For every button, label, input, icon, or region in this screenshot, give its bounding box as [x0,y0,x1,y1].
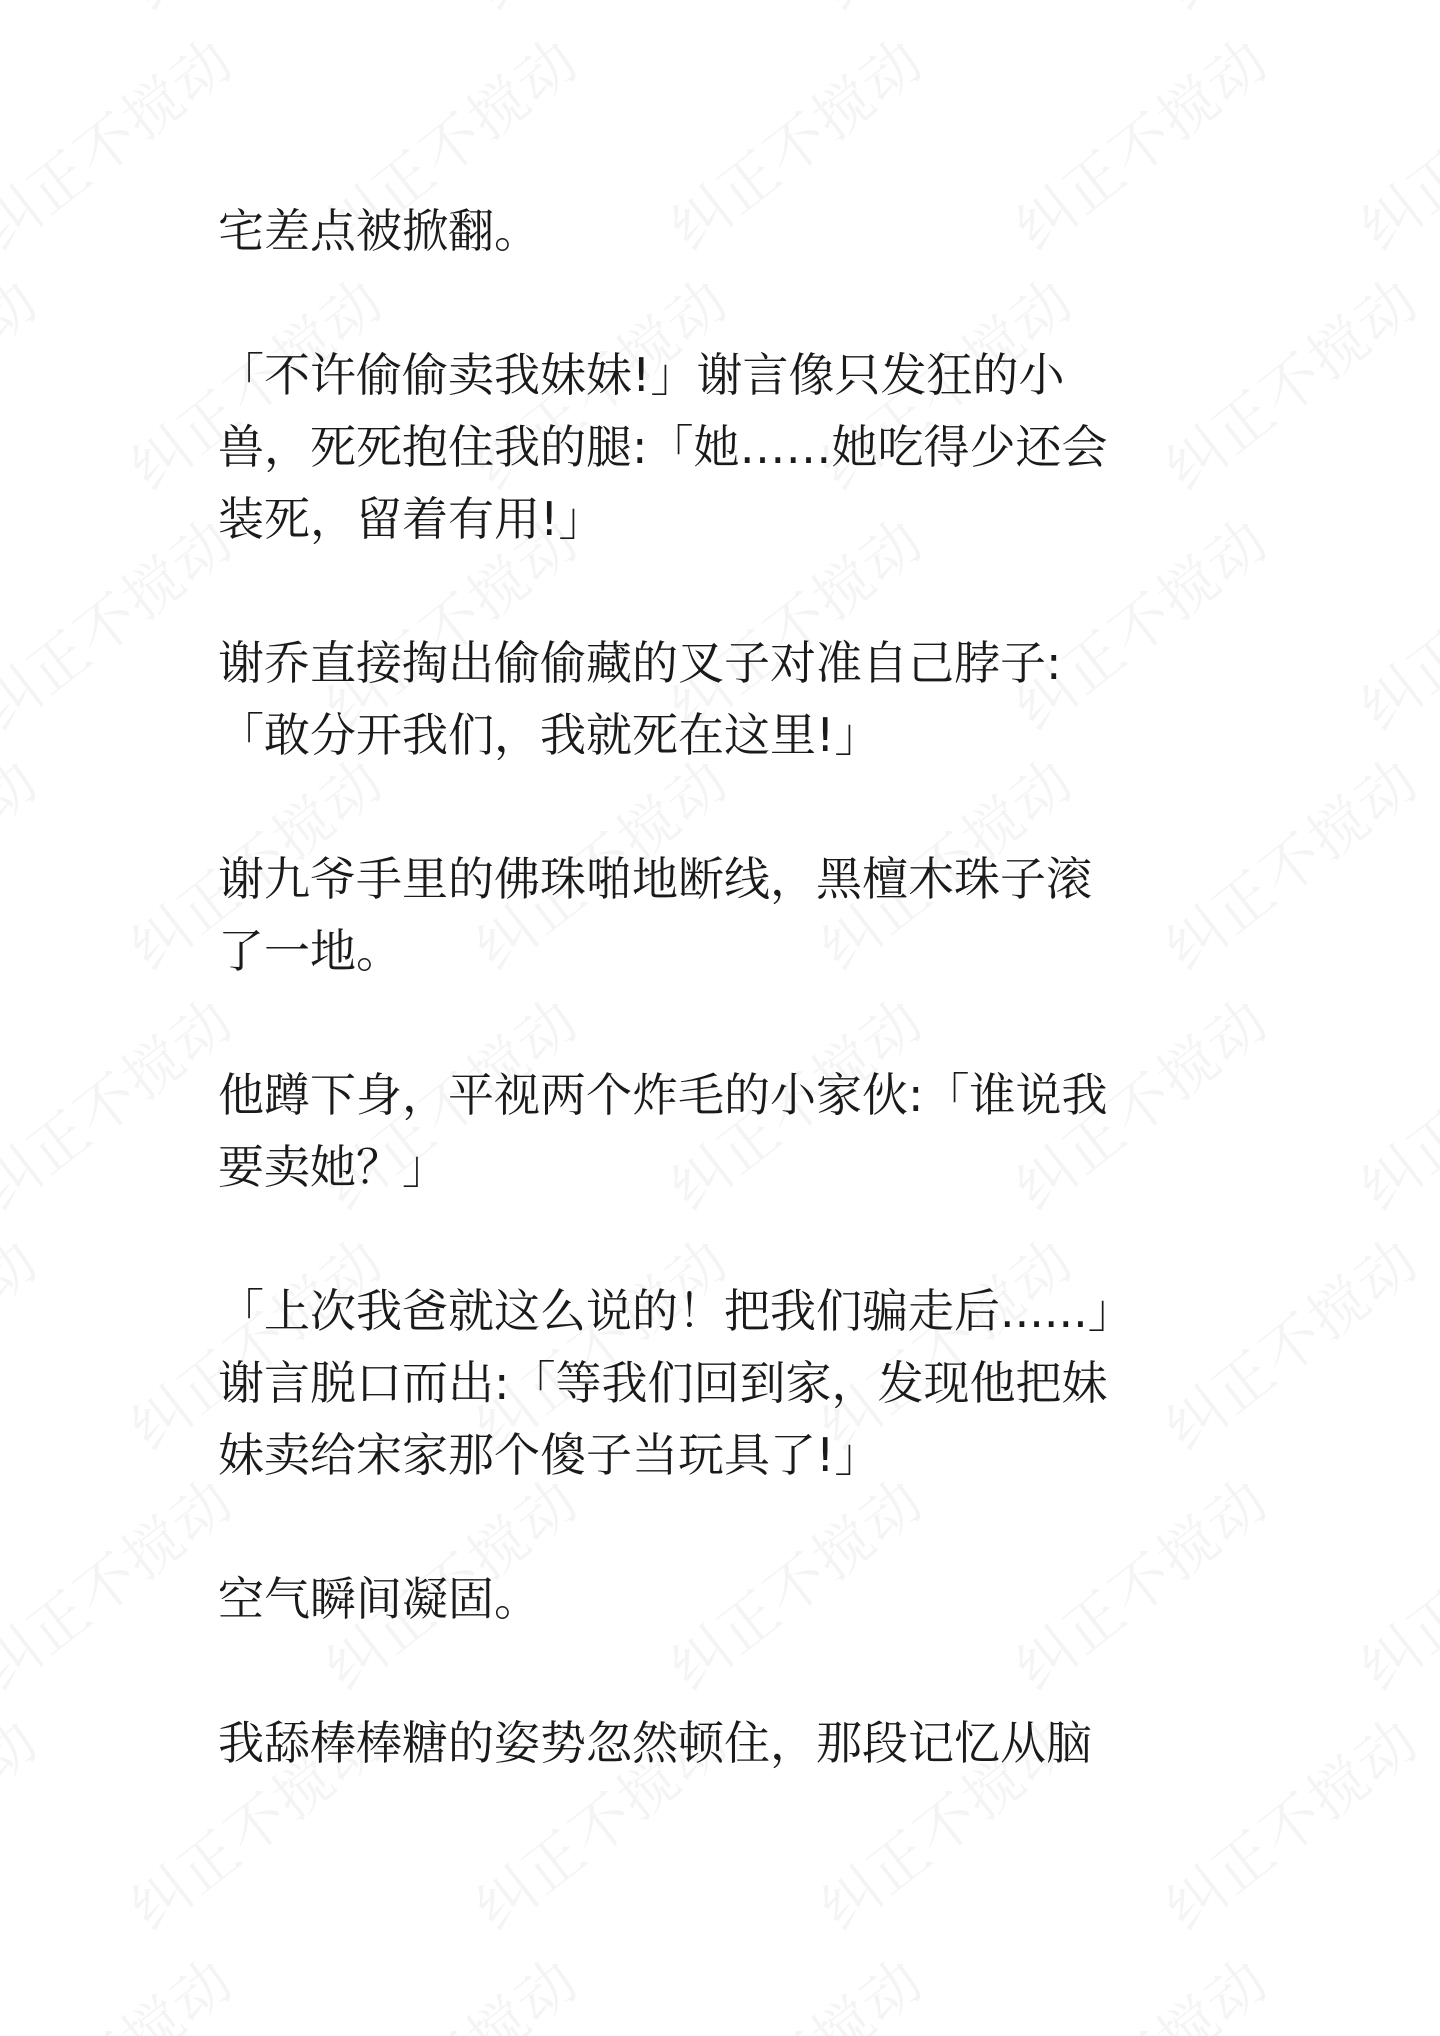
text-line: 妹卖给宋家那个傻子当玩具了!」 [218,1428,881,1482]
text-line: 谢乔直接掏出偷偷藏的叉子对准自己脖子: [218,636,1062,690]
paragraph [218,339,1228,555]
watermark-text [0,735,53,986]
text-line: 装死，留着有用!」 [218,492,605,546]
paragraph [218,1275,1228,1491]
paragraph [218,1563,1228,1635]
watermark-text [1340,1455,1440,1706]
watermark-text [0,255,53,506]
paragraph [218,843,1228,987]
text-line: 我舔棒棒糖的姿势忽然顿住，那段记忆从脑 [218,1716,1092,1770]
watermark-text [0,1455,248,1706]
watermark-text [1340,15,1440,266]
watermark-text [1145,0,1433,26]
paragraph [218,1707,1228,1779]
watermark-text [0,1695,53,1946]
text-line: 「上次我爸就这么说的！把我们骗走后......」 [218,1284,1134,1338]
text-line: 他蹲下身，平视两个炸毛的小家伙:「谁说我 [218,1068,1108,1122]
watermark-text [800,0,1088,26]
text-line: 「不许偷偷卖我妹妹!」谢言像只发狂的小 [218,348,1065,402]
paragraph [218,1059,1228,1203]
watermark-text [0,15,248,266]
watermark-text [995,1935,1283,2036]
text-line: 谢言脱口而出:「等我们回到家，发现他把妹 [218,1356,1108,1410]
watermark-text [0,0,53,26]
watermark-text [0,495,248,746]
text-line: 「敢分开我们，我就死在这里!」 [218,708,881,762]
watermark-text [110,0,398,26]
watermark-text [0,975,248,1226]
watermark-text [650,1935,938,2036]
paragraph [218,195,1228,267]
text-line: 了一地。 [218,924,402,978]
watermark-text [0,1215,53,1466]
text-line: 空气瞬间凝固。 [218,1572,540,1626]
watermark-text [1340,975,1440,1226]
watermark-text [1340,495,1440,746]
text-line: 要卖她？」 [218,1140,448,1194]
watermark-text [1340,1935,1440,2036]
paragraph [218,627,1228,771]
text-line: 宅差点被掀翻。 [218,204,540,258]
story-text [218,195,1228,1779]
text-line: 谢九爷手里的佛珠啪地断线，黑檀木珠子滚 [218,852,1092,906]
text-line: 兽，死死抱住我的腿:「她……她吃得少还会 [218,420,1108,474]
watermark-text [0,1935,248,2036]
watermark-text [305,1935,593,2036]
watermark-text [455,0,743,26]
